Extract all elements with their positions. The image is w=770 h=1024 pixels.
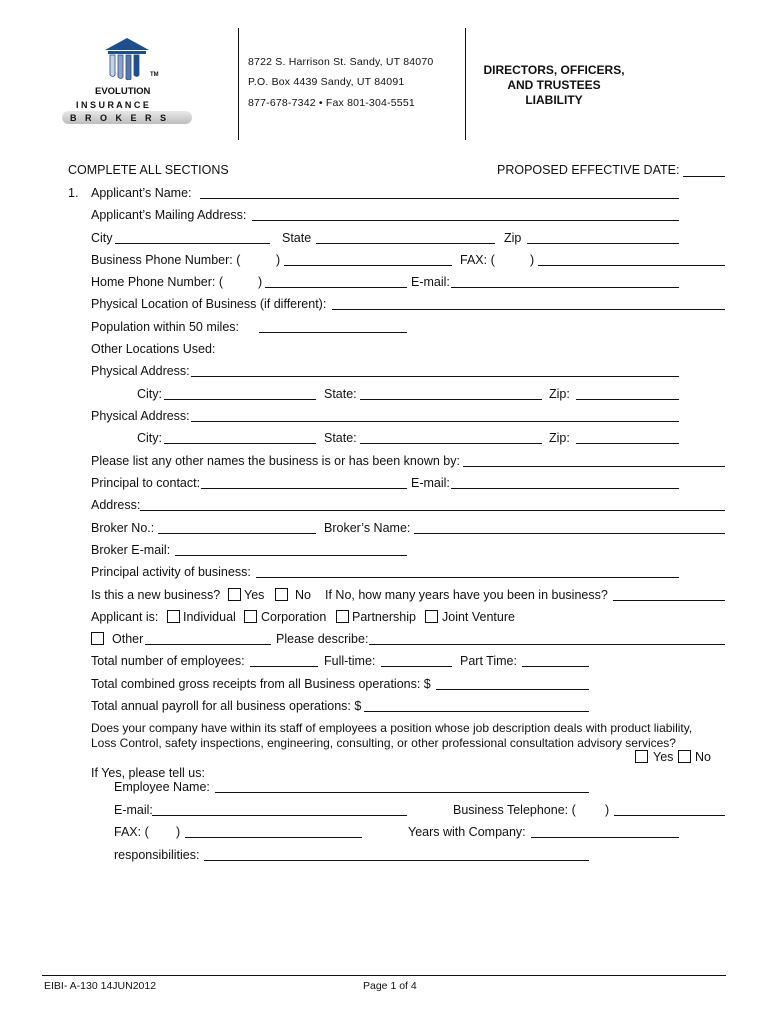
other-field[interactable]	[145, 644, 271, 645]
partnership-checkbox[interactable]	[336, 610, 349, 623]
broker-no-label: Broker No.:	[91, 521, 155, 535]
logo-line1: EVOLUTION	[95, 86, 151, 97]
annual-payroll-field[interactable]	[364, 711, 589, 712]
other-checkbox[interactable]	[91, 632, 104, 645]
please-describe-field[interactable]	[369, 644, 725, 645]
zip-2-label: Zip:	[549, 431, 570, 445]
city-1-label: City:	[137, 387, 162, 401]
business-telephone-paren: )	[605, 803, 610, 817]
city-field[interactable]	[115, 243, 270, 244]
population-label: Population within 50 miles:	[91, 320, 239, 334]
logo-line2: I N S U R A N C E	[76, 100, 149, 110]
applicant-name-label: Applicant’s Name:	[91, 186, 192, 200]
header-divider-left	[238, 28, 239, 140]
new-business-yes-label: Yes	[244, 588, 265, 602]
header-address-line1: 8722 S. Harrison St. Sandy, UT 84070	[248, 56, 434, 68]
company-logo	[62, 36, 194, 128]
physical-location-field[interactable]	[332, 309, 725, 310]
employee-name-field[interactable]	[215, 792, 589, 793]
part-time-field[interactable]	[522, 666, 589, 667]
applicant-name-field[interactable]	[200, 198, 679, 199]
staff-question-line1: Does your company have within its staff of employees a position whose job description deals with product liability,	[91, 721, 693, 735]
new-business-no-label: No	[295, 588, 311, 602]
mailing-address-field[interactable]	[252, 220, 679, 221]
gross-receipts-label: Total combined gross receipts from all Business operations: $	[91, 677, 431, 691]
total-employees-field[interactable]	[250, 666, 318, 667]
individual-checkbox[interactable]	[167, 610, 180, 623]
years-with-company-field[interactable]	[531, 837, 679, 838]
footer-page-number: Page 1 of 4	[363, 980, 417, 992]
employee-name-label: Employee Name:	[114, 780, 210, 794]
applicant-is-label: Applicant is:	[91, 610, 159, 624]
staff-yes-checkbox[interactable]	[635, 750, 648, 763]
fax-label: FAX: (	[460, 253, 495, 267]
partnership-label: Partnership	[352, 610, 416, 624]
state-field[interactable]	[316, 243, 495, 244]
other-names-label: Please list any other names the business is or has been known by:	[91, 454, 460, 468]
staff-no-checkbox[interactable]	[678, 750, 691, 763]
principal-activity-field[interactable]	[256, 577, 679, 578]
joint-venture-label: Joint Venture	[442, 610, 515, 624]
header-phone-fax: 877-678-7342 • Fax 801-304-5551	[248, 97, 415, 109]
form-title-line1: DIRECTORS, OFFICERS,	[483, 63, 625, 77]
total-employees-label: Total number of employees:	[91, 654, 245, 668]
corporation-label: Corporation	[261, 610, 327, 624]
employee-email-label: E-mail:	[114, 803, 153, 817]
building-logo-icon	[102, 36, 152, 80]
physical-address-1-field[interactable]	[191, 376, 679, 377]
principal-contact-field[interactable]	[201, 488, 407, 489]
responsibilities-label: responsibilities:	[114, 848, 200, 862]
broker-name-field[interactable]	[414, 533, 725, 534]
fax-paren: )	[530, 253, 535, 267]
new-business-label: Is this a new business?	[91, 588, 221, 602]
employee-fax-field[interactable]	[185, 837, 362, 838]
zip-1-field[interactable]	[576, 399, 679, 400]
physical-address-2-field[interactable]	[191, 421, 679, 422]
principal-activity-label: Principal activity of business:	[91, 565, 251, 579]
city-2-label: City:	[137, 431, 162, 445]
fax-field[interactable]	[538, 265, 725, 266]
effective-date-label: PROPOSED EFFECTIVE DATE:	[497, 163, 680, 177]
staff-no-label: No	[695, 750, 711, 764]
logo-line3: B R O K E R S	[70, 113, 170, 123]
years-in-business-field[interactable]	[613, 600, 725, 601]
state-2-label: State:	[324, 431, 357, 445]
logo-tm: TM	[150, 72, 159, 78]
city-label: City	[91, 231, 113, 245]
principal-email-label: E-mail:	[411, 476, 450, 490]
address-label: Address:	[91, 498, 141, 512]
footer-form-id: EIBI- A-130 14JUN2012	[44, 980, 157, 992]
physical-location-label: Physical Location of Business (if different):	[91, 297, 327, 311]
years-with-company-label: Years with Company:	[408, 825, 526, 839]
physical-address-1-label: Physical Address:	[91, 364, 190, 378]
broker-email-label: Broker E-mail:	[91, 543, 171, 557]
section-number: 1.	[68, 186, 79, 200]
gross-receipts-field[interactable]	[436, 689, 589, 690]
email-field[interactable]	[451, 287, 679, 288]
principal-email-field[interactable]	[451, 488, 679, 489]
employee-fax-label: FAX: (	[114, 825, 149, 839]
population-field[interactable]	[259, 332, 407, 333]
full-time-label: Full-time:	[324, 654, 376, 668]
part-time-label: Part Time:	[460, 654, 517, 668]
broker-no-field[interactable]	[158, 533, 316, 534]
joint-venture-checkbox[interactable]	[425, 610, 438, 623]
other-label: Other	[112, 632, 144, 646]
email-label: E-mail:	[411, 275, 450, 289]
complete-all-sections: COMPLETE ALL SECTIONS	[68, 163, 229, 177]
staff-yes-label: Yes	[653, 750, 674, 764]
footer-rule	[42, 975, 726, 976]
new-business-no-checkbox[interactable]	[275, 588, 288, 601]
form-title-line2: AND TRUSTEES	[507, 78, 601, 92]
broker-email-field[interactable]	[175, 555, 407, 556]
zip-2-field[interactable]	[576, 443, 679, 444]
principal-contact-label: Principal to contact:	[91, 476, 201, 490]
employee-email-field[interactable]	[152, 815, 407, 816]
years-in-business-label: If No, how many years have you been in business?	[325, 588, 608, 602]
business-telephone-label: Business Telephone: (	[453, 803, 576, 817]
state-label: State	[282, 231, 312, 245]
responsibilities-field[interactable]	[204, 860, 589, 861]
city-1-field[interactable]	[164, 399, 316, 400]
new-business-yes-checkbox[interactable]	[228, 588, 241, 601]
home-phone-label: Home Phone Number: (	[91, 275, 224, 289]
employee-fax-paren: )	[176, 825, 181, 839]
home-phone-paren: )	[258, 275, 263, 289]
physical-address-2-label: Physical Address:	[91, 409, 190, 423]
state-2-field[interactable]	[360, 443, 542, 444]
annual-payroll-label: Total annual payroll for all business operations: $	[91, 699, 362, 713]
other-locations-label: Other Locations Used:	[91, 342, 216, 356]
staff-question-line2: Loss Control, safety inspections, engineering, consulting, or other professional consultation advisory services?	[91, 736, 676, 750]
business-telephone-field[interactable]	[614, 815, 725, 816]
individual-label: Individual	[183, 610, 236, 624]
address-field[interactable]	[140, 510, 725, 511]
business-phone-paren: )	[276, 253, 281, 267]
zip-label: Zip	[504, 231, 522, 245]
home-phone-field[interactable]	[265, 287, 407, 288]
mailing-address-label: Applicant’s Mailing Address:	[91, 208, 247, 222]
business-phone-field[interactable]	[284, 265, 452, 266]
effective-date-field[interactable]	[683, 176, 725, 177]
if-yes-label: If Yes, please tell us:	[91, 766, 205, 780]
state-1-field[interactable]	[360, 399, 542, 400]
header-divider-right	[465, 28, 466, 140]
business-phone-label: Business Phone Number: (	[91, 253, 241, 267]
zip-1-label: Zip:	[549, 387, 570, 401]
form-title-line3: LIABILITY	[525, 93, 583, 107]
other-names-field[interactable]	[463, 466, 725, 467]
city-2-field[interactable]	[164, 443, 316, 444]
corporation-checkbox[interactable]	[244, 610, 257, 623]
broker-name-label: Broker’s Name:	[324, 521, 411, 535]
state-1-label: State:	[324, 387, 357, 401]
header-address-line2: P.O. Box 4439 Sandy, UT 84091	[248, 76, 405, 88]
zip-field[interactable]	[527, 243, 679, 244]
full-time-field[interactable]	[381, 666, 452, 667]
please-describe-label: Please describe:	[276, 632, 369, 646]
